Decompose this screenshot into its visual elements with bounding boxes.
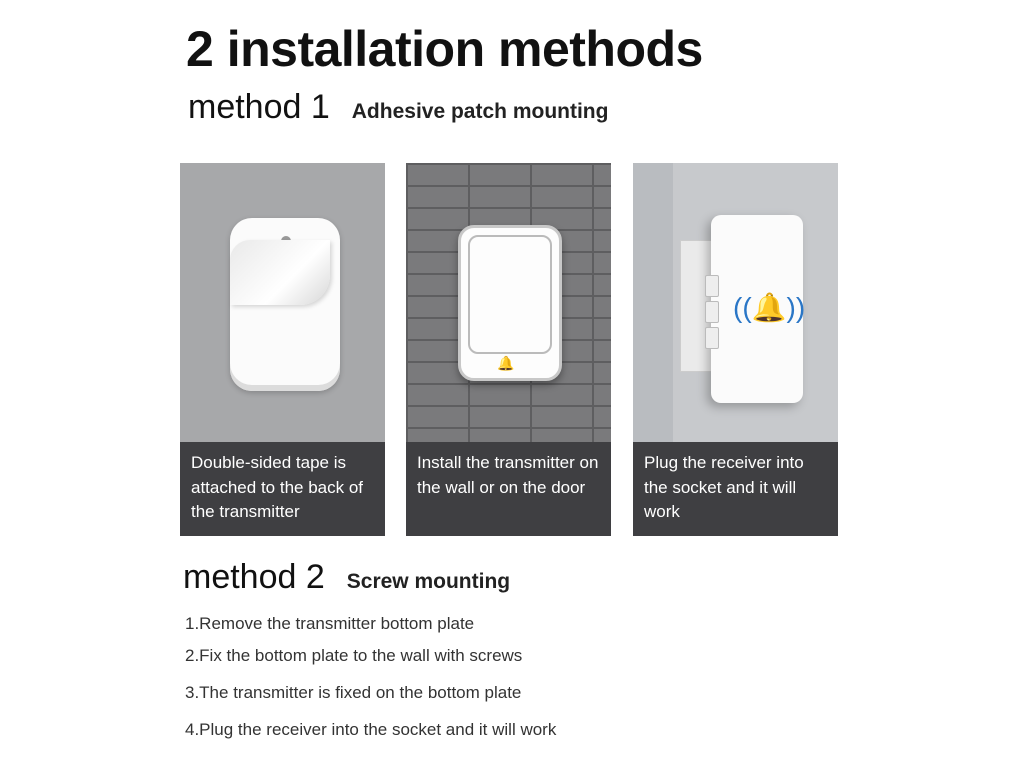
- card-socket: [633, 163, 838, 536]
- card-caption: Double-sided tape is attached to the back of the transmitter: [180, 442, 385, 536]
- card-tape: [180, 163, 385, 536]
- brick-wall-image: [406, 163, 611, 442]
- method1-header: [188, 88, 608, 127]
- bell-icon: 🔔: [497, 355, 515, 371]
- transmitter-button: [468, 235, 552, 354]
- bell-icon: ((🔔)): [733, 292, 806, 323]
- method2-label: method 2: [183, 558, 325, 596]
- list-item: 2.Fix the bottom plate to the wall with screws: [185, 646, 523, 665]
- list-item: 3.The transmitter is fixed on the bottom plate: [185, 683, 522, 702]
- receiver-unit: [711, 215, 806, 403]
- card-caption: Install the transmitter on the wall or on the door: [406, 442, 611, 536]
- list-item: 4.Plug the receiver into the socket and it will work: [185, 720, 557, 739]
- receiver-button: [705, 301, 719, 323]
- card-wall: [406, 163, 611, 536]
- receiver-image: [633, 163, 838, 442]
- method1-label: method 1: [188, 88, 330, 126]
- list-item: 1.Remove the transmitter bottom plate: [185, 614, 475, 633]
- card-caption: Plug the receiver into the socket and it will work: [633, 442, 838, 536]
- adhesive-tape: [230, 240, 330, 305]
- transmitter-back-image: [180, 163, 385, 442]
- transmitter-back: [230, 218, 340, 391]
- receiver-button: [705, 275, 719, 297]
- method2-header: [183, 558, 510, 597]
- page-title: 2 installation methods: [186, 21, 703, 77]
- transmitter-front: [458, 225, 562, 381]
- method1-subtitle: Adhesive patch mounting: [351, 100, 609, 123]
- method2-subtitle: Screw mounting: [346, 570, 511, 593]
- receiver-button: [705, 327, 719, 349]
